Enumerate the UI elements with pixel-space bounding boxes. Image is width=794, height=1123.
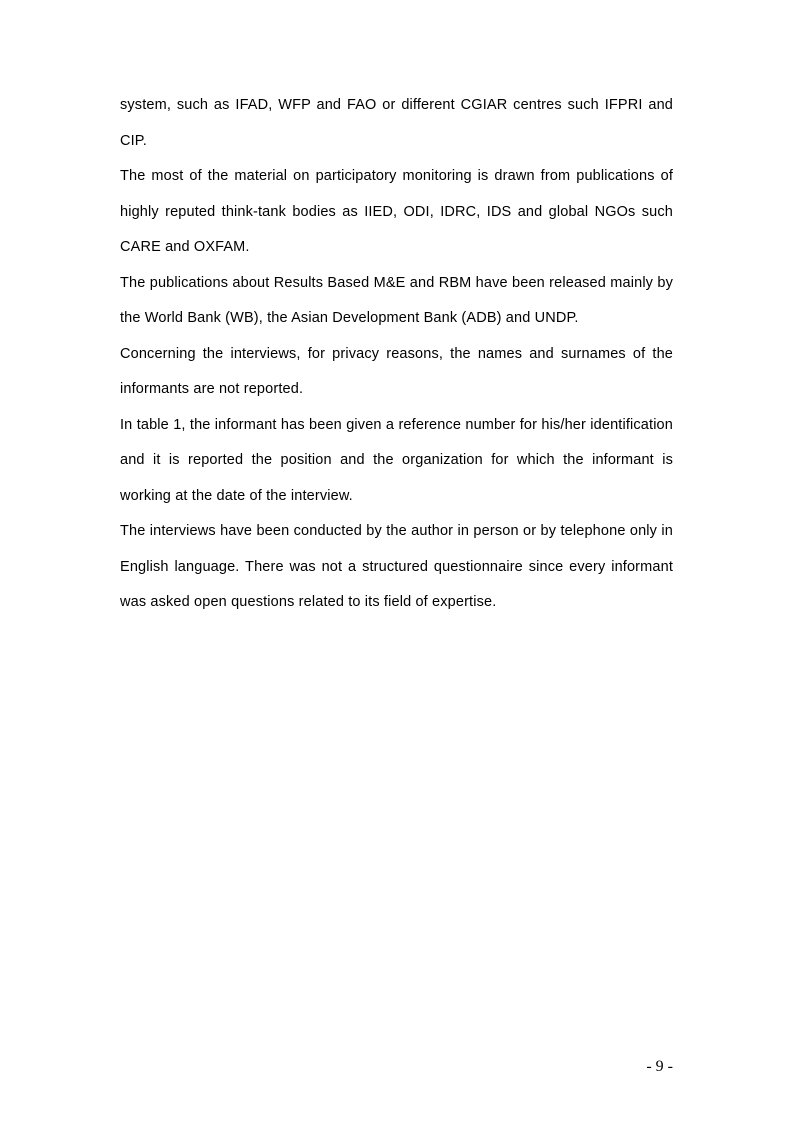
body-text <box>120 88 673 621</box>
paragraph-interview-privacy: Concerning the interviews, for privacy reasons, the names and surnames of the informants are not reported. <box>120 345 673 397</box>
paragraph-results-based-me: The publications about Results Based M&E and RBM have been released mainly by the World Bank (WB), the Asian Development Bank (ADB) and UNDP. <box>120 274 673 326</box>
page-number: - 9 - <box>646 1058 673 1075</box>
paragraph-table-reference: In table 1, the informant has been given a reference number for his/her identification and it is reported the position and the organization for which the informant is working at the date of the interview. <box>120 416 673 504</box>
paragraph-sources-continued: system, such as IFAD, WFP and FAO or different CGIAR centres such IFPRI and CIP. <box>120 97 673 149</box>
paragraph-interview-method: The interviews have been conducted by the author in person or by telephone only in English language. There was not a structured questionnaire since every informant was asked open questions related to its field of expertise. <box>120 523 673 610</box>
paragraph-participatory-monitoring: The most of the material on participatory monitoring is drawn from publications of highly reputed think-tank bodies as IIED, ODI, IDRC, IDS and global NGOs such CARE and OXFAM. <box>120 168 673 255</box>
